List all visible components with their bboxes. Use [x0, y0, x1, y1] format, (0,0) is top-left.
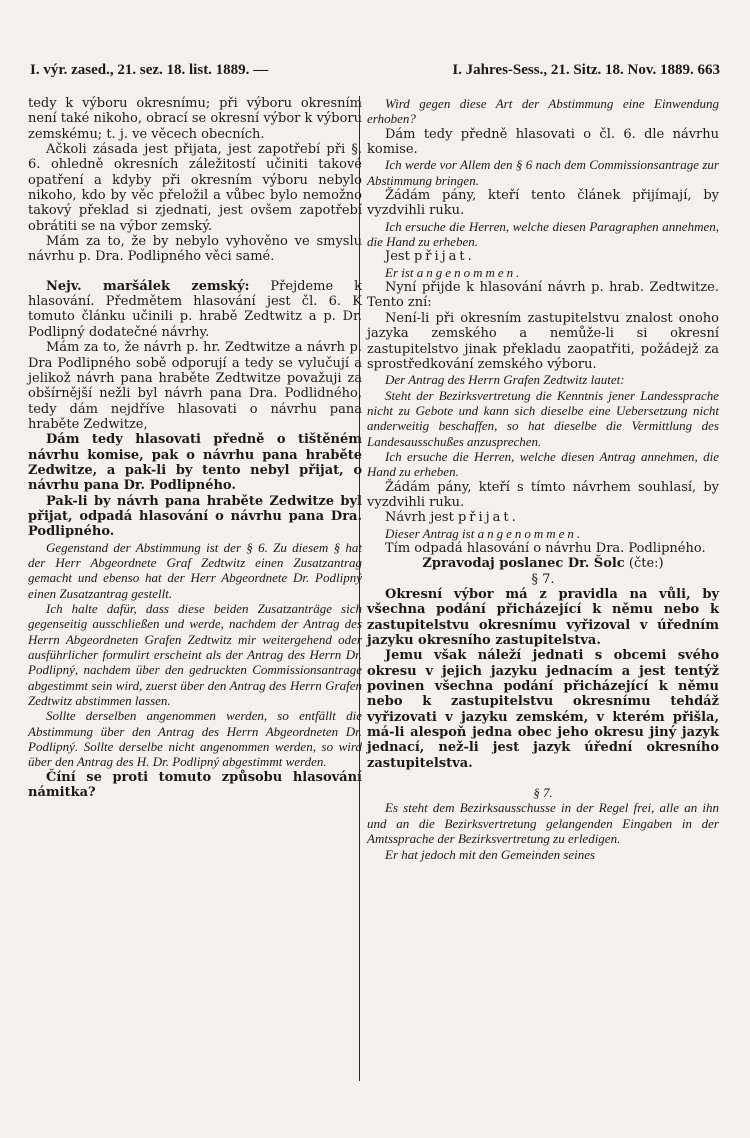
paragraph: Es steht dem Bezirksausschusse in der Regel frei, alle an ihn und an die Bezirksvertretung gelangenden Eingaben in der Amtssprache der Bezirksvertretung zu erledigen.	[367, 800, 719, 847]
paragraph: Dám tedy předně hlasovati o čl. 6. dle návrhu komise.	[367, 126, 719, 158]
right-column	[367, 96, 719, 862]
paragraph: Dieser Antrag ist angenommen.	[385, 525, 584, 541]
paragraph: Žádám pány, kteří tento článek přijímají, by vyzdvihli ruku.	[367, 188, 719, 219]
paragraph: Ačkoli zásada jest přijata, jest zapotřebí při §. 6. ohledně okresních záležitostí učiniti takové opatření a kdyby při okresním výboru nebylo nikoho, kdo by věc přeložil a vůbec bylo nemožno takový překlad si zjednati, jest ovšem zapotřebí obrátiti se na výbor zemský.	[28, 142, 362, 234]
paragraph: Gegenstand der Abstimmung ist der § 6. Zu diesem § hat der Herr Abgeordnete Graf Zedtwitz einen Zusatzantrag gemacht und ebenso hat der Herr Abgeordnete Dr. Podlipný einen Zusatzantrag gestellt.	[28, 539, 362, 601]
paragraph: Wird gegen diese Art der Abstimmung eine Einwendung erhoben?	[367, 96, 719, 127]
paragraph: Ich halte dafür, dass diese beiden Zusatzanträge sich gegenseitig ausschließen und werde, nachdem der Antrag des Herrn Abgeordneten Grafen Zedtwitz mir weitergehend oder ausführlicher formulirt erscheint als der Antrag des Herrn Dr. Podlipný, nachdem über den gedruckten Commissionsantrage abgestimmt sein wird, zuerst über den Antrag des Herrn Grafen Zedtwitz abstimmen lassen.	[28, 601, 362, 709]
speaker-name: Nejv. maršálek zemský:	[46, 278, 250, 294]
section-heading: § 7.	[533, 785, 553, 801]
paragraph: Okresní výbor má z pravidla na vůli, by všechna podání přicházející k němu nebo k zastupitelstvu okresnímu vyřizoval v úředním jazyku okresního zastupitelstva.	[367, 587, 719, 649]
paragraph: Mám za to, že návrh p. hr. Zedtwitze a návrh p. Dra Podlipného sobě odporují a tedy se vylučují a jelikož návrh pana hraběte Zedtwitze považuji za obšírnější nežli byl návrh pana Dra. Podlidného, tedy dám nejdříve hlasovati o návrhu pana hraběte Zedwitze,	[28, 340, 362, 432]
paragraph: Er hat jedoch mit den Gemeinden seines	[385, 846, 596, 862]
paragraph: Žádám pány, kteří s tímto návrhem souhlasí, by vyzdvihli ruku.	[367, 479, 719, 510]
paragraph: Návrh jest přijat.	[385, 510, 519, 526]
header-german: I. Jahres-Sess., 21. Sitz. 18. Nov. 1889. 663	[452, 62, 720, 78]
speaker-paragraph: Nejv. maršálek zemský: Přejdeme k hlasování. Předmětem hlasování jest čl. 6. K tomuto článku učinili p. hrabě Zedtwitz a p. Dr. Podlipný dodatečné návrhy.	[28, 278, 362, 340]
left-column	[28, 96, 362, 800]
paragraph: Mám za to, že by nebylo vyhověno ve smyslu návrhu p. Dra. Podlipného věci samé.	[28, 234, 362, 265]
speaker-name: Zpravodaj poslanec Dr. Šolc	[422, 556, 625, 572]
section-heading: § 7.	[531, 571, 555, 587]
paragraph: Jest přijat.	[385, 249, 475, 265]
running-header	[30, 62, 720, 82]
paragraph: Dám tedy hlasovati předně o tištěném návrhu komise, pak o návrhu pana hraběte Zedwitze, a pak-li by tento nebyl přijat, o návrhu pana Dr. Podlipného.	[28, 432, 362, 494]
paragraph: Ich ersuche die Herren, welche diesen Paragraphen annehmen, die Hand zu erheben.	[367, 218, 719, 250]
header-czech: I. výr. zased., 21. sez. 18. list. 1889. —	[30, 62, 269, 78]
paragraph: Číní se proti tomuto způsobu hlasování námitka?	[28, 769, 362, 801]
paragraph: Er ist angenommen.	[385, 264, 523, 280]
paragraph: Tím odpadá hlasování o návrhu Dra. Podlipného.	[385, 540, 706, 556]
paragraph: Ich werde vor Allem den § 6 nach dem Commissionsantrage zur Abstimmung bringen.	[367, 157, 719, 188]
paragraph: tedy k výboru okresnímu; při výboru okresním není také nikoho, obrací se okresní výbor k výboru zemskému; t. j. ve věcech obecních.	[28, 96, 362, 142]
paragraph: Nyní přijde k hlasování návrh p. hrab. Zedtwitze. Tento zní:	[367, 280, 719, 311]
speaker-paragraph: Zpravodaj poslanec Dr. Šolc (čte:)	[422, 556, 664, 572]
paragraph: Sollte derselben angenommen werden, so entfällt die Abstimmung über den Antrag des Herrn Abgeordneten Dr. Podlipný. Sollte derselbe nicht angenommen werden, so wird über den Antrag des H. Dr. Podlipný abgestimmt werden.	[28, 708, 362, 770]
paragraph: Pak-li by návrh pana hraběte Zedwitze byl přijat, odpadá hlasování o návrhu pana Dra. Podlipného.	[28, 493, 362, 540]
paragraph: Der Antrag des Herrn Grafen Zedtwitz lautet:	[385, 372, 625, 388]
paragraph: Ich ersuche die Herren, welche diesen Antrag annehmen, die Hand zu erheben.	[367, 448, 719, 480]
paragraph: Není-li při okresním zastupitelstvu znalost onoho jazyka zemského a nemůže-li si okresní zastupitelstvo jinak překladu zaopatřiti, požádejž za sprostředkování zemského výboru.	[367, 310, 719, 372]
paragraph: Steht der Bezirksvertretung die Kenntnis jener Landessprache nicht zu Gebote und kann sich dieselbe eine Uebersetzung nicht anderweitig beschaffen, so hat dieselbe die Vermittlung des Landesausschußes anzusprechen.	[367, 387, 719, 449]
paragraph: Jemu však náleží jednati s obcemi svého okresu v jejich jazyku jednacím a jest tentýž povinen všechna podání přicházející k němu nebo k zastupitelstvu okresnímu tehdáž vyřizovati v jazyku zemském, v kterém přišla, má-li alespoň jedna obec jeho okresu jiný jazyk jednací, než-li jest jazyk úřední okresního zastupitelstva.	[367, 648, 719, 771]
